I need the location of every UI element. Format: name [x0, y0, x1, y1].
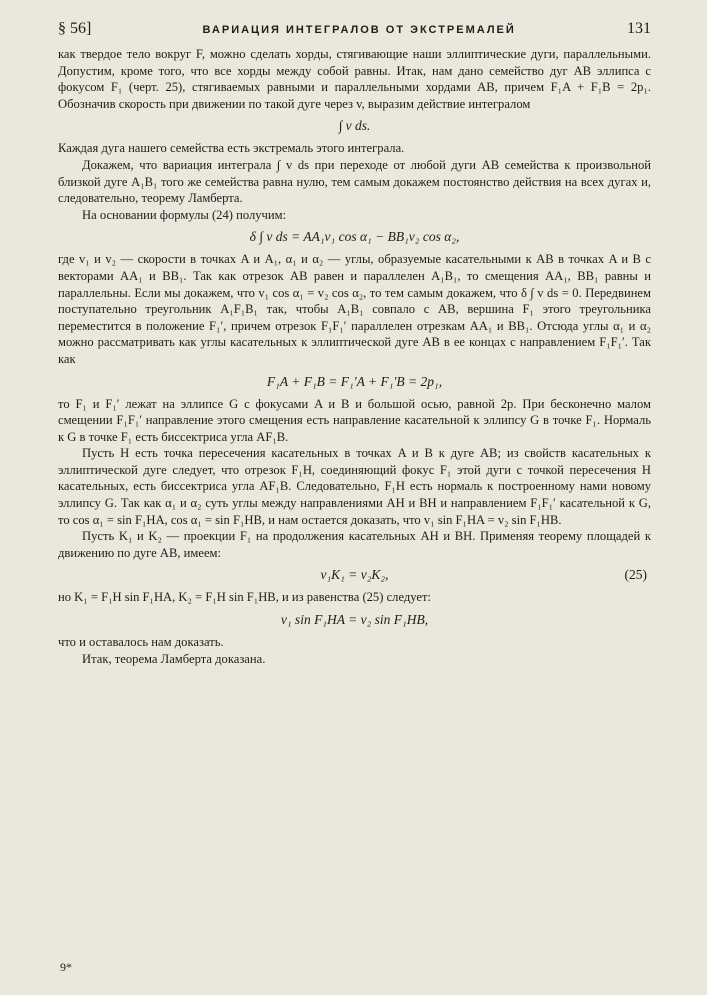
equation-25: [58, 567, 651, 583]
paragraph-11: Итак, теорема Ламберта доказана.: [82, 651, 266, 666]
section-number: § 56]: [58, 20, 92, 37]
equation-focal-sum: F₁A + F₁B = F₁′A + F₁′B = 2p₁,: [266, 373, 443, 389]
paragraph-10: что и оставалось нам доказать.: [58, 635, 224, 650]
paragraph-2: Каждая дуга нашего семейства есть экстремаль этого интеграла.: [58, 141, 405, 156]
paragraph-3: Докажем, что вариация интеграла ∫ v ds при переходе от любой дуги AB семейства к произвольной близкой дуге A₁B₁ того же семейства равна нулю, тем самым докажем постоянство действия на всех дугах и, следовательно, теорему Ламберта.: [58, 157, 651, 206]
equation-variation: δ ∫ v ds = AA₁v₁ cos α₁ − BB₁v₂ cos α₂,: [249, 229, 460, 245]
equation-result: v₁ sin F₁HA = v₂ sin F₁HB,: [280, 612, 429, 628]
page-header: [58, 20, 651, 46]
equation-action-integral: ∫ v ds.: [338, 118, 371, 134]
paragraph-8: Пусть K₁ и K₂ — проекции F₁ на продолжения касательных AH и BH. Применяя теорему площадей к движению по дуге AB, имеем:: [58, 529, 651, 560]
paragraph-1: как твердое тело вокруг F, можно сделать хорды, стягивающие наши эллиптические дуги, параллельными. Допустим, кроме того, что все хорды между собой равны. Итак, нам дано семейство дуг AB эллипса с фокусом F₁ (черт. 25), стягиваемых равными и параллельными хордами AB, причем F₁A + F₁B = 2p₁. Обозначив скорость при движении по такой дуге через v, выразим действие интегралом: [58, 47, 651, 111]
equation-number: (25): [624, 567, 647, 583]
paragraph-4: На основании формулы (24) получим:: [82, 207, 287, 222]
paragraph-6: то F₁ и F₁′ лежат на эллипсе G с фокусами A и B и большой осью, равной 2p. При бесконечно малом смещении F₁F₁′ направление этого смещения есть направление касательной к эллипсу G в точке F₁. Нормаль к G в точке F₁ есть биссектриса угла AF₁B.: [58, 396, 651, 444]
equation-25-body: v₁K₁ = v₂K₂,: [320, 567, 389, 583]
page-number: 131: [627, 20, 651, 37]
paragraph-7: Пусть H есть точка пересечения касательных в точках A и B к дуге AB; из свойств касательных к эллиптической дуге следует, что отрезок F₁H, соединяющий фокус F₁ этой дуги с точкой пересечения H касательных, есть биссектриса угла AF₁B. Следовательно, F₁H есть нормаль к построенному нами новому эллипсу G. Так как α₁ и α₂ суть углы между направлениями AH и BH и направлением F₁F₁′ касательной к G, то cos α₁ = sin F₁HA, cos α₁ = sin F₁HB, и нам остается доказать, что v₁ sin F₁HA = v₂ sin F₁HB.: [58, 446, 651, 527]
printer-signature: 9*: [60, 960, 72, 974]
paragraph-9: но K₁ = F₁H sin F₁HA, K₂ = F₁H sin F₁HB, и из равенства (25) следует:: [58, 590, 431, 605]
paragraph-5: где v₁ и v₂ — скорости в точках A и A₁, α₁ и α₂ — углы, образуемые касательными к AB в точках A и B с векторами AA₁ и BB₁. Так как отрезок AB равен и параллелен A₁B₁, то смещения AA₁, BB₁ равны и параллельны. Если мы докажем, что v₁ cos α₁ = v₂ cos α₂, то тем самым докажем, что δ ∫ v ds = 0. Передвинем поступательно треугольник A₁F₁B₁ так, чтобы A₁B₁ совпало с AB, вершина F₁ этого треугольника переместится в положение F₁′, причем отрезок F₁F₁′ параллелен отрезкам AA₁ и BB₁. Отсюда углы α₁ и α₂ можно рассматривать как углы касательных к эллиптической дуге AB в ее концах с направлением F₁F₁′. Так как: [58, 252, 651, 366]
running-title: ВАРИАЦИЯ ИНТЕГРАЛОВ ОТ ЭКСТРЕМАЛЕЙ: [202, 24, 516, 36]
